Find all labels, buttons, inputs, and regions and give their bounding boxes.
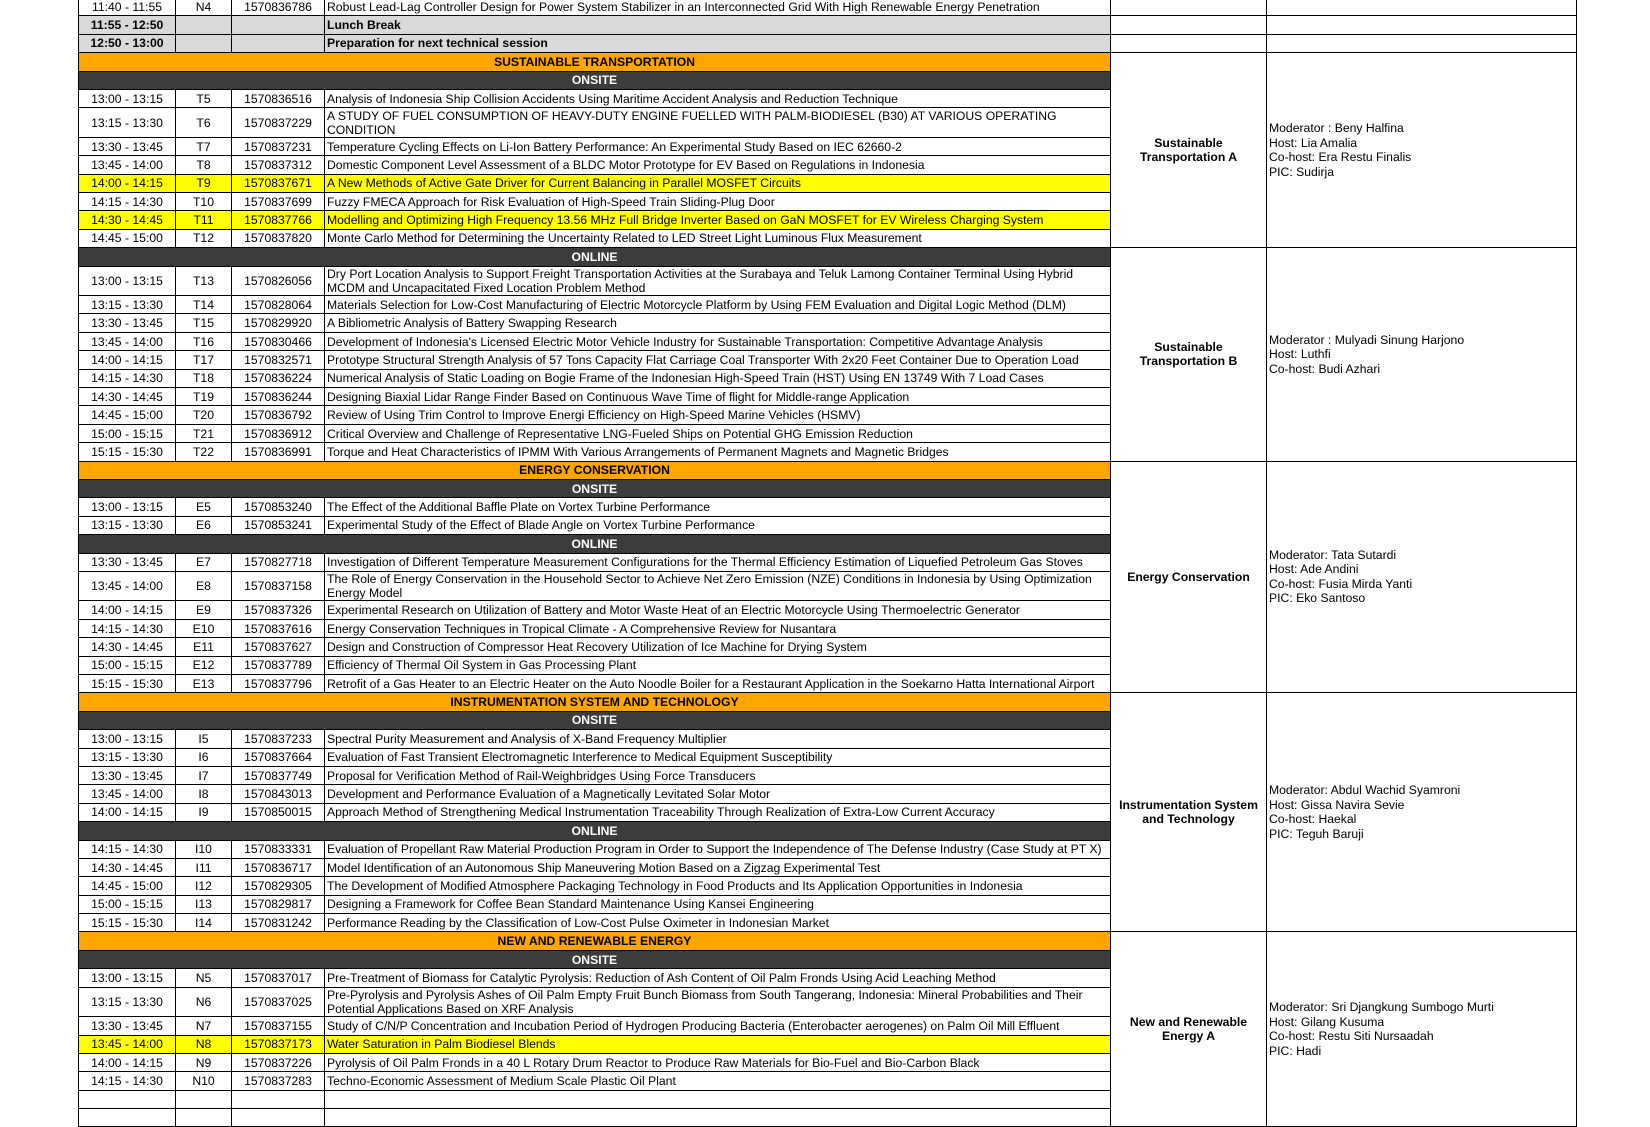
mode-label: ONSITE xyxy=(79,71,1111,89)
room-name: Sustainable Transportation B xyxy=(1139,340,1238,369)
code-cell: I10 xyxy=(176,840,232,858)
code-cell: E11 xyxy=(176,638,232,656)
paper-id-cell: 1570828064 xyxy=(232,296,325,314)
mode-label: ONSITE xyxy=(79,950,1111,968)
paper-id-cell: 1570836224 xyxy=(232,369,325,387)
paper-title-cell: Materials Selection for Low-Cost Manufacturing of Electric Motorcycle Platform by Using FEM Evaluation and Digital Logic Method (DLM) xyxy=(325,296,1111,314)
time-cell: 13:30 - 13:45 xyxy=(79,314,176,332)
time-cell: 14:00 - 14:15 xyxy=(79,174,176,192)
table-row xyxy=(79,0,1577,16)
time-cell: 13:15 - 13:30 xyxy=(79,296,176,314)
paper-title-cell: Development and Performance Evaluation of a Magnetically Levitated Solar Motor xyxy=(325,785,1111,803)
paper-title-cell: Efficiency of Thermal Oil System in Gas Processing Plant xyxy=(325,656,1111,674)
time-cell: 13:30 - 13:45 xyxy=(79,553,176,571)
room-cell xyxy=(1111,248,1267,461)
time-cell: 13:00 - 13:15 xyxy=(79,89,176,107)
section-title: NEW AND RENEWABLE ENERGY xyxy=(79,932,1111,950)
mode-header xyxy=(79,248,1577,266)
paper-title-cell: Lunch Break xyxy=(325,16,1111,34)
code-cell: T22 xyxy=(176,443,232,461)
code-cell: T5 xyxy=(176,89,232,107)
staff-line: Host: Ade Andini xyxy=(1269,562,1359,577)
code-cell: T13 xyxy=(176,266,232,296)
paper-title-cell: Dry Port Location Analysis to Support Freight Transportation Activities at the Surabaya and Teluk Lamong Container Terminal Using Hybrid MCDM and Uncapacitated Fixed Location Problem Method xyxy=(325,266,1111,296)
time-cell: 13:30 - 13:45 xyxy=(79,1017,176,1035)
code-cell: T14 xyxy=(176,296,232,314)
time-cell: 14:15 - 14:30 xyxy=(79,1072,176,1090)
code-cell: T10 xyxy=(176,193,232,211)
paper-title-cell: Numerical Analysis of Static Loading on Bogie Frame of the Indonesian High-Speed Train (HST) Using EN 13749 With 7 Load Cases xyxy=(325,369,1111,387)
time-cell: 14:00 - 14:15 xyxy=(79,803,176,821)
time-cell: 13:45 - 14:00 xyxy=(79,156,176,174)
mode-label: ONLINE xyxy=(79,535,1111,553)
paper-id-cell: 1570850015 xyxy=(232,803,325,821)
paper-id-cell: 1570836792 xyxy=(232,406,325,424)
paper-id-cell: 1570837820 xyxy=(232,229,325,247)
code-cell: I8 xyxy=(176,785,232,803)
time-cell: 14:30 - 14:45 xyxy=(79,858,176,876)
time-cell: 14:00 - 14:15 xyxy=(79,351,176,369)
paper-id-cell: 1570837664 xyxy=(232,748,325,766)
paper-id-cell: 1570826056 xyxy=(232,266,325,296)
time-cell: 15:00 - 15:15 xyxy=(79,424,176,442)
time-cell: 14:30 - 14:45 xyxy=(79,638,176,656)
schedule-table xyxy=(78,0,1577,1127)
paper-title-cell: Analysis of Indonesia Ship Collision Accidents Using Maritime Accident Analysis and Reduction Technique xyxy=(325,89,1111,107)
paper-id-cell: 1570836717 xyxy=(232,858,325,876)
time-cell: 13:00 - 13:15 xyxy=(79,498,176,516)
paper-id-cell: 1570837155 xyxy=(232,1017,325,1035)
paper-title-cell: Monte Carlo Method for Determining the Uncertainty Related to LED Street Light Luminous Flux Measurement xyxy=(325,229,1111,247)
time-cell: 15:00 - 15:15 xyxy=(79,656,176,674)
paper-id-cell: 1570853241 xyxy=(232,516,325,534)
paper-id-cell: 1570837229 xyxy=(232,108,325,138)
paper-title-cell: Review of Using Trim Control to Improve Energi Efficiency on High-Speed Marine Vehicles (HSMV) xyxy=(325,406,1111,424)
paper-title-cell: Critical Overview and Challenge of Representative LNG-Fueled Ships on Potential GHG Emission Reduction xyxy=(325,424,1111,442)
staff-line: PIC: Sudirja xyxy=(1269,164,1335,179)
code-cell: E5 xyxy=(176,498,232,516)
mode-label: ONLINE xyxy=(79,822,1111,840)
staff-cell xyxy=(1267,693,1577,932)
code-cell xyxy=(176,16,232,34)
code-cell: N9 xyxy=(176,1053,232,1071)
code-cell: N5 xyxy=(176,969,232,987)
paper-title-cell: Design and Construction of Compressor Heat Recovery Utilization of Ice Machine for Drying System xyxy=(325,638,1111,656)
paper-id-cell: 1570837158 xyxy=(232,571,325,601)
time-cell: 13:15 - 13:30 xyxy=(79,987,176,1017)
code-cell: E6 xyxy=(176,516,232,534)
paper-id-cell: 1570833331 xyxy=(232,840,325,858)
paper-title-cell: Designing Biaxial Lidar Range Finder Based on Continuous Wave Time of flight for Middle-range Application xyxy=(325,388,1111,406)
paper-title-cell: Experimental Study of the Effect of Blade Angle on Vortex Turbine Performance xyxy=(325,516,1111,534)
time-cell: 14:00 - 14:15 xyxy=(79,1053,176,1071)
paper-title-cell: Modelling and Optimizing High Frequency 13.56 MHz Full Bridge Inverter Based on GaN MOSFET for EV Wireless Charging System xyxy=(325,211,1111,229)
paper-title-cell: A New Methods of Active Gate Driver for Current Balancing in Parallel MOSFET Circuits xyxy=(325,174,1111,192)
code-cell: E8 xyxy=(176,571,232,601)
paper-id-cell: 1570837616 xyxy=(232,619,325,637)
room-name: Instrumentation System and Technology xyxy=(1119,798,1258,827)
paper-title-cell: Pre-Treatment of Biomass for Catalytic Pyrolysis: Reduction of Ash Content of Oil Palm Fronds Using Acid Leaching Method xyxy=(325,969,1111,987)
staff-line: Host: Gissa Navira Sevie xyxy=(1269,797,1405,812)
staff-line: Co-host: Budi Azhari xyxy=(1269,361,1381,376)
staff-cell xyxy=(1267,53,1577,248)
code-cell: I13 xyxy=(176,895,232,913)
code-cell: T9 xyxy=(176,174,232,192)
section-header xyxy=(79,932,1577,950)
paper-title-cell: Torque and Heat Characteristics of IPMM With Various Arrangements of Permanent Magnets and Magnetic Bridges xyxy=(325,443,1111,461)
paper-id-cell: 1570843013 xyxy=(232,785,325,803)
time-cell: 13:45 - 14:00 xyxy=(79,571,176,601)
time-cell: 13:45 - 14:00 xyxy=(79,332,176,350)
code-cell xyxy=(176,34,232,52)
paper-title-cell: A Bibliometric Analysis of Battery Swapping Research xyxy=(325,314,1111,332)
mode-label: ONLINE xyxy=(79,248,1111,266)
code-cell: I12 xyxy=(176,877,232,895)
paper-title-cell: Domestic Component Level Assessment of a BLDC Motor Prototype for EV Based on Regulations in Indonesia xyxy=(325,156,1111,174)
code-cell: T18 xyxy=(176,369,232,387)
paper-id-cell: 1570837231 xyxy=(232,137,325,155)
time-cell: 11:40 - 11:55 xyxy=(79,0,176,16)
staff-line: PIC: Teguh Baruji xyxy=(1269,826,1364,841)
code-cell: N10 xyxy=(176,1072,232,1090)
code-cell: T15 xyxy=(176,314,232,332)
paper-title-cell: Approach Method of Strengthening Medical Instrumentation Traceability Through Realization of Extra-Low Current Accuracy xyxy=(325,803,1111,821)
code-cell: E13 xyxy=(176,675,232,693)
paper-id-cell: 1570837326 xyxy=(232,601,325,619)
code-cell xyxy=(176,1109,232,1127)
paper-id-cell: 1570837671 xyxy=(232,174,325,192)
paper-id-cell: 1570853240 xyxy=(232,498,325,516)
staff-cell xyxy=(1267,248,1577,461)
code-cell: N8 xyxy=(176,1035,232,1053)
paper-title-cell: Robust Lead-Lag Controller Design for Power System Stabilizer in an Interconnected Grid With High Renewable Energy Penetration xyxy=(325,0,1111,16)
paper-title-cell: Study of C/N/P Concentration and Incubation Period of Hydrogen Producing Bacteria (Enterobacter aerogenes) on Palm Oil Mill Effluent xyxy=(325,1017,1111,1035)
paper-id-cell: 1570836912 xyxy=(232,424,325,442)
paper-id-cell: 1570832571 xyxy=(232,351,325,369)
paper-id-cell: 1570829920 xyxy=(232,314,325,332)
staff-line: Co-host: Fusia Mirda Yanti xyxy=(1269,576,1413,591)
paper-title-cell: Pyrolysis of Oil Palm Fronds in a 40 L Rotary Drum Reactor to Produce Raw Materials for Bio-Fuel and Bio-Carbon Black xyxy=(325,1053,1111,1071)
section-title: SUSTAINABLE TRANSPORTATION xyxy=(79,53,1111,71)
paper-id-cell: 1570837173 xyxy=(232,1035,325,1053)
paper-title-cell: Prototype Structural Strength Analysis of 57 Tons Capacity Flat Carriage Coal Transporter With 2x20 Feet Container Due to Operation Load xyxy=(325,351,1111,369)
code-cell: E12 xyxy=(176,656,232,674)
paper-id-cell xyxy=(232,16,325,34)
code-cell: I5 xyxy=(176,730,232,748)
code-cell: T17 xyxy=(176,351,232,369)
paper-title-cell: Retrofit of a Gas Heater to an Electric Heater on the Auto Noodle Boiler for a Restaurant Application in the Soekarno Hatta International Airport xyxy=(325,675,1111,693)
code-cell: I7 xyxy=(176,766,232,784)
staff-line: Host: Lia Amalia xyxy=(1269,135,1358,150)
paper-title-cell: Spectral Purity Measurement and Analysis of X-Band Frequency Multiplier xyxy=(325,730,1111,748)
paper-title-cell: The Effect of the Additional Baffle Plate on Vortex Turbine Performance xyxy=(325,498,1111,516)
room-name: Sustainable Transportation A xyxy=(1139,136,1238,165)
time-cell: 13:30 - 13:45 xyxy=(79,137,176,155)
paper-id-cell: 1570829305 xyxy=(232,877,325,895)
staff-cell xyxy=(1267,932,1577,1127)
staff-line: Co-host: Restu Siti Nursaadah xyxy=(1269,1029,1434,1044)
paper-title-cell: Preparation for next technical session xyxy=(325,34,1111,52)
time-cell: 14:30 - 14:45 xyxy=(79,388,176,406)
time-cell: 15:00 - 15:15 xyxy=(79,895,176,913)
code-cell: T20 xyxy=(176,406,232,424)
time-cell: 14:00 - 14:15 xyxy=(79,601,176,619)
paper-id-cell: 1570837017 xyxy=(232,969,325,987)
paper-id-cell: 1570837025 xyxy=(232,987,325,1017)
paper-id-cell: 1570836244 xyxy=(232,388,325,406)
paper-id-cell: 1570837766 xyxy=(232,211,325,229)
staff-cell xyxy=(1267,0,1577,16)
paper-title-cell: Techno-Economic Assessment of Medium Scale Plastic Oil Plant xyxy=(325,1072,1111,1090)
staff-line: Moderator: Abdul Wachid Syamroni xyxy=(1269,783,1461,798)
paper-id-cell: 1570836991 xyxy=(232,443,325,461)
time-cell: 13:15 - 13:30 xyxy=(79,516,176,534)
code-cell: E10 xyxy=(176,619,232,637)
time-cell: 13:45 - 14:00 xyxy=(79,785,176,803)
paper-title-cell: Evaluation of Propellant Raw Material Production Program in Order to Support the Independence of The Defense Industry (Case Study at PT X) xyxy=(325,840,1111,858)
paper-title-cell: Proposal for Verification Method of Rail-Weighbridges Using Force Transducers xyxy=(325,766,1111,784)
time-cell: 13:30 - 13:45 xyxy=(79,766,176,784)
time-cell: 13:45 - 14:00 xyxy=(79,1035,176,1053)
paper-id-cell: 1570837233 xyxy=(232,730,325,748)
paper-id-cell: 1570831242 xyxy=(232,914,325,932)
paper-title-cell: Model Identification of an Autonomous Ship Maneuvering Motion Based on a Zigzag Experimental Test xyxy=(325,858,1111,876)
paper-id-cell: 1570836786 xyxy=(232,0,325,16)
paper-id-cell: 1570837312 xyxy=(232,156,325,174)
code-cell: T8 xyxy=(176,156,232,174)
section-title: ENERGY CONSERVATION xyxy=(79,461,1111,479)
staff-line: Host: Gilang Kusuma xyxy=(1269,1014,1385,1029)
staff-line: Moderator: Tata Sutardi xyxy=(1269,547,1397,562)
paper-id-cell: 1570837627 xyxy=(232,638,325,656)
code-cell: N7 xyxy=(176,1017,232,1035)
room-name: New and Renewable Energy A xyxy=(1129,1015,1248,1044)
time-cell: 14:30 - 14:45 xyxy=(79,211,176,229)
time-cell: 13:00 - 13:15 xyxy=(79,266,176,296)
time-cell: 15:15 - 15:30 xyxy=(79,914,176,932)
paper-id-cell xyxy=(232,34,325,52)
paper-title-cell: Investigation of Different Temperature Measurement Configurations for the Thermal Efficiency Estimation of Liquefied Petroleum Gas Stoves xyxy=(325,553,1111,571)
code-cell: I11 xyxy=(176,858,232,876)
room-cell xyxy=(1111,34,1267,52)
time-cell: 13:00 - 13:15 xyxy=(79,969,176,987)
paper-id-cell: 1570837796 xyxy=(232,675,325,693)
time-cell: 15:15 - 15:30 xyxy=(79,675,176,693)
time-cell: 14:45 - 15:00 xyxy=(79,877,176,895)
table-row xyxy=(79,34,1577,52)
paper-id-cell: 1570827718 xyxy=(232,553,325,571)
paper-title-cell: Pre-Pyrolysis and Pyrolysis Ashes of Oil Palm Empty Fruit Bunch Biomass from South Tangerang, Indonesia: Mineral Probabilities and Their Potential Applications Based on XRF Analysis xyxy=(325,987,1111,1017)
code-cell: N4 xyxy=(176,0,232,16)
staff-line: PIC: Hadi xyxy=(1269,1043,1322,1058)
time-cell xyxy=(79,1109,176,1127)
paper-title-cell xyxy=(325,1109,1111,1127)
staff-line: Co-host: Haekal xyxy=(1269,812,1357,827)
paper-title-cell: Temperature Cycling Effects on Li-Ion Battery Performance: An Experimental Study Based on IEC 62660-2 xyxy=(325,137,1111,155)
paper-id-cell: 1570837789 xyxy=(232,656,325,674)
code-cell: T19 xyxy=(176,388,232,406)
table-row xyxy=(79,16,1577,34)
room-cell xyxy=(1111,693,1267,932)
code-cell: T7 xyxy=(176,137,232,155)
time-cell: 14:45 - 15:00 xyxy=(79,229,176,247)
code-cell: T11 xyxy=(176,211,232,229)
staff-cell xyxy=(1267,461,1577,693)
code-cell: E7 xyxy=(176,553,232,571)
staff-line: Host: Luthfi xyxy=(1269,347,1331,362)
paper-title-cell: Development of Indonesia's Licensed Electric Motor Vehicle Industry for Sustainable Transportation: Competitive Advantage Analysis xyxy=(325,332,1111,350)
section-header xyxy=(79,53,1577,71)
time-cell: 14:15 - 14:30 xyxy=(79,193,176,211)
paper-title-cell: Experimental Research on Utilization of Battery and Motor Waste Heat of an Electric Motorcycle Using Thermoelectric Generator xyxy=(325,601,1111,619)
room-name: Energy Conservation xyxy=(1127,569,1250,584)
time-cell: 13:15 - 13:30 xyxy=(79,748,176,766)
time-cell: 14:45 - 15:00 xyxy=(79,406,176,424)
time-cell: 15:15 - 15:30 xyxy=(79,443,176,461)
paper-title-cell: Designing a Framework for Coffee Bean Standard Maintenance Using Kansei Engineering xyxy=(325,895,1111,913)
mode-label: ONSITE xyxy=(79,711,1111,729)
code-cell: I14 xyxy=(176,914,232,932)
room-cell xyxy=(1111,932,1267,1127)
room-cell xyxy=(1111,16,1267,34)
paper-title-cell: The Role of Energy Conservation in the Household Sector to Achieve Net Zero Emission (NZE) Conditions in Indonesia by Using Optimization Energy Model xyxy=(325,571,1111,601)
code-cell: T6 xyxy=(176,108,232,138)
paper-title-cell: Evaluation of Fast Transient Electromagnetic Interference to Medical Equipment Susceptibility xyxy=(325,748,1111,766)
staff-line: Moderator : Mulyadi Sinung Harjono xyxy=(1269,332,1465,347)
paper-id-cell: 1570837699 xyxy=(232,193,325,211)
paper-title-cell: Energy Conservation Techniques in Tropical Climate - A Comprehensive Review for Nusantara xyxy=(325,619,1111,637)
section-title: INSTRUMENTATION SYSTEM AND TECHNOLOGY xyxy=(79,693,1111,711)
paper-title-cell: Water Saturation in Palm Biodiesel Blends xyxy=(325,1035,1111,1053)
code-cell: T16 xyxy=(176,332,232,350)
paper-id-cell: 1570837226 xyxy=(232,1053,325,1071)
time-cell: 14:15 - 14:30 xyxy=(79,619,176,637)
code-cell: N6 xyxy=(176,987,232,1017)
staff-line: PIC: Eko Santoso xyxy=(1269,591,1366,606)
room-cell xyxy=(1111,0,1267,16)
room-cell xyxy=(1111,461,1267,693)
staff-cell xyxy=(1267,16,1577,34)
staff-cell xyxy=(1267,34,1577,52)
time-cell: 13:15 - 13:30 xyxy=(79,108,176,138)
section-header xyxy=(79,461,1577,479)
mode-label: ONSITE xyxy=(79,479,1111,497)
room-cell xyxy=(1111,53,1267,248)
code-cell: T21 xyxy=(176,424,232,442)
code-cell: I6 xyxy=(176,748,232,766)
staff-line: Moderator : Beny Halfina xyxy=(1269,121,1404,136)
paper-id-cell xyxy=(232,1109,325,1127)
time-cell: 12:50 - 13:00 xyxy=(79,34,176,52)
staff-line: Co-host: Era Restu Finalis xyxy=(1269,150,1412,165)
code-cell: T12 xyxy=(176,229,232,247)
code-cell: E9 xyxy=(176,601,232,619)
code-cell: I9 xyxy=(176,803,232,821)
paper-title-cell: Fuzzy FMECA Approach for Risk Evaluation of High-Speed Train Sliding-Plug Door xyxy=(325,193,1111,211)
paper-title-cell: A STUDY OF FUEL CONSUMPTION OF HEAVY-DUTY ENGINE FUELLED WITH PALM-BIODIESEL (B30) AT VARIOUS OPERATING CONDITION xyxy=(325,108,1111,138)
time-cell: 13:00 - 13:15 xyxy=(79,730,176,748)
paper-title-cell: Performance Reading by the Classification of Low-Cost Pulse Oximeter in Indonesian Market xyxy=(325,914,1111,932)
paper-id-cell: 1570837749 xyxy=(232,766,325,784)
paper-id-cell: 1570836516 xyxy=(232,89,325,107)
paper-id-cell: 1570830466 xyxy=(232,332,325,350)
paper-id-cell: 1570837283 xyxy=(232,1072,325,1090)
paper-title-cell: The Development of Modified Atmosphere Packaging Technology in Food Products and Its Application Opportunities in Indonesia xyxy=(325,877,1111,895)
section-header xyxy=(79,693,1577,711)
paper-id-cell: 1570829817 xyxy=(232,895,325,913)
time-cell: 14:15 - 14:30 xyxy=(79,369,176,387)
time-cell: 14:15 - 14:30 xyxy=(79,840,176,858)
time-cell: 11:55 - 12:50 xyxy=(79,16,176,34)
staff-line: Moderator: Sri Djangkung Sumbogo Murti xyxy=(1269,1000,1494,1015)
